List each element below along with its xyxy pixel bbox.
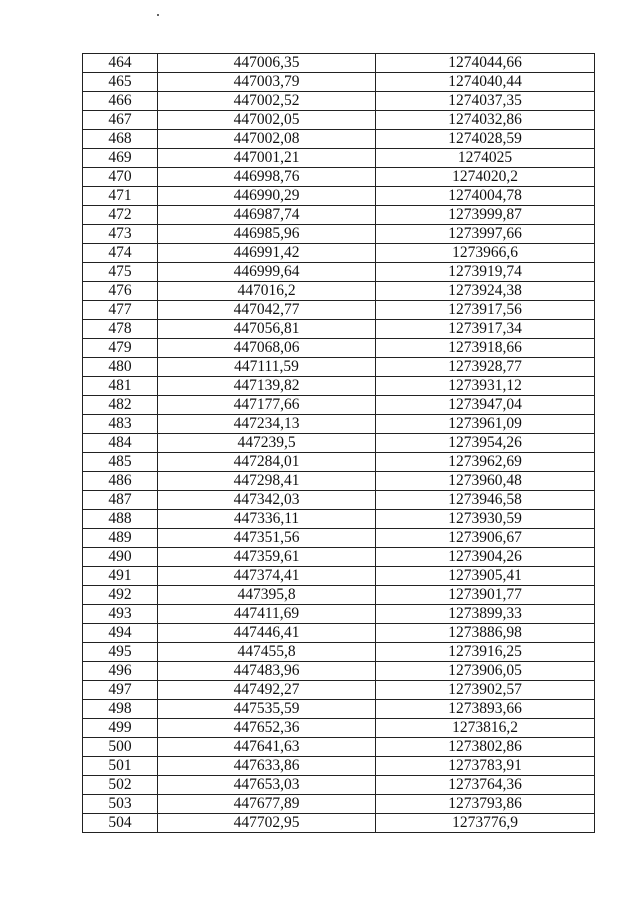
table-row [83,472,595,491]
y-coordinate-cell: 1273918,66 [376,339,595,358]
table-row [83,681,595,700]
x-coordinate-cell: 447002,08 [158,130,376,149]
table-row [83,510,595,529]
table-row [83,187,595,206]
table-row [83,168,595,187]
point-number-cell: 468 [83,130,158,149]
point-number-cell: 483 [83,415,158,434]
table-row [83,206,595,225]
x-coordinate-cell: 447336,11 [158,510,376,529]
table-row [83,776,595,795]
table-row [83,377,595,396]
table-row [83,719,595,738]
table-row [83,73,595,92]
table-row [83,339,595,358]
y-coordinate-cell: 1273793,86 [376,795,595,814]
y-coordinate-cell: 1273906,05 [376,662,595,681]
table-row [83,301,595,320]
table-row [83,757,595,776]
point-number-cell: 482 [83,396,158,415]
x-coordinate-cell: 446987,74 [158,206,376,225]
x-coordinate-cell: 447633,86 [158,757,376,776]
x-coordinate-cell: 447003,79 [158,73,376,92]
table-row [83,605,595,624]
x-coordinate-cell: 447016,2 [158,282,376,301]
point-number-cell: 473 [83,225,158,244]
table-row [83,453,595,472]
y-coordinate-cell: 1274025 [376,149,595,168]
y-coordinate-cell: 1273947,04 [376,396,595,415]
point-number-cell: 497 [83,681,158,700]
table-row [83,149,595,168]
table-row [83,738,595,757]
table-row [83,662,595,681]
y-coordinate-cell: 1273901,77 [376,586,595,605]
y-coordinate-cell: 1274020,2 [376,168,595,187]
table-row [83,491,595,510]
point-number-cell: 470 [83,168,158,187]
point-number-cell: 503 [83,795,158,814]
y-coordinate-cell: 1273961,09 [376,415,595,434]
table-row [83,586,595,605]
y-coordinate-cell: 1273904,26 [376,548,595,567]
x-coordinate-cell: 447284,01 [158,453,376,472]
y-coordinate-cell: 1274044,66 [376,54,595,73]
table-row [83,434,595,453]
x-coordinate-cell: 447702,95 [158,814,376,833]
y-coordinate-cell: 1273946,58 [376,491,595,510]
y-coordinate-cell: 1273916,25 [376,643,595,662]
y-coordinate-cell: 1273802,86 [376,738,595,757]
x-coordinate-cell: 447446,41 [158,624,376,643]
point-number-cell: 479 [83,339,158,358]
x-coordinate-cell: 447411,69 [158,605,376,624]
point-number-cell: 494 [83,624,158,643]
point-number-cell: 484 [83,434,158,453]
x-coordinate-cell: 447342,03 [158,491,376,510]
x-coordinate-cell: 447535,59 [158,700,376,719]
point-number-cell: 471 [83,187,158,206]
y-coordinate-cell: 1273930,59 [376,510,595,529]
table-row [83,529,595,548]
x-coordinate-cell: 447002,05 [158,111,376,130]
table-row [83,358,595,377]
table-row [83,643,595,662]
point-number-cell: 481 [83,377,158,396]
point-number-cell: 493 [83,605,158,624]
point-number-cell: 474 [83,244,158,263]
table-row [83,396,595,415]
y-coordinate-cell: 1274040,44 [376,73,595,92]
y-coordinate-cell: 1274037,35 [376,92,595,111]
y-coordinate-cell: 1273902,57 [376,681,595,700]
point-number-cell: 490 [83,548,158,567]
x-coordinate-cell: 447374,41 [158,567,376,586]
table-row [83,225,595,244]
y-coordinate-cell: 1273954,26 [376,434,595,453]
y-coordinate-cell: 1273917,34 [376,320,595,339]
table-row [83,700,595,719]
table-row [83,548,595,567]
point-number-cell: 477 [83,301,158,320]
x-coordinate-cell: 447298,41 [158,472,376,491]
y-coordinate-cell: 1273893,66 [376,700,595,719]
point-number-cell: 496 [83,662,158,681]
y-coordinate-cell: 1273905,41 [376,567,595,586]
point-number-cell: 464 [83,54,158,73]
table-row [83,111,595,130]
x-coordinate-cell: 447006,35 [158,54,376,73]
x-coordinate-cell: 446999,64 [158,263,376,282]
point-number-cell: 504 [83,814,158,833]
point-number-cell: 488 [83,510,158,529]
point-number-cell: 485 [83,453,158,472]
point-number-cell: 467 [83,111,158,130]
y-coordinate-cell: 1273917,56 [376,301,595,320]
x-coordinate-cell: 447395,8 [158,586,376,605]
y-coordinate-cell: 1273924,38 [376,282,595,301]
x-coordinate-cell: 446998,76 [158,168,376,187]
y-coordinate-cell: 1273962,69 [376,453,595,472]
x-coordinate-cell: 447002,52 [158,92,376,111]
y-coordinate-cell: 1273816,2 [376,719,595,738]
y-coordinate-cell: 1274028,59 [376,130,595,149]
point-number-cell: 492 [83,586,158,605]
y-coordinate-cell: 1273999,87 [376,206,595,225]
point-number-cell: 502 [83,776,158,795]
x-coordinate-cell: 447359,61 [158,548,376,567]
x-coordinate-cell: 447234,13 [158,415,376,434]
y-coordinate-cell: 1273919,74 [376,263,595,282]
table-row [83,415,595,434]
x-coordinate-cell: 447492,27 [158,681,376,700]
point-number-cell: 475 [83,263,158,282]
scan-speck [157,14,159,16]
y-coordinate-cell: 1273906,67 [376,529,595,548]
coordinates-table [82,53,595,833]
y-coordinate-cell: 1273783,91 [376,757,595,776]
table-row [83,814,595,833]
point-number-cell: 478 [83,320,158,339]
x-coordinate-cell: 446985,96 [158,225,376,244]
x-coordinate-cell: 447111,59 [158,358,376,377]
x-coordinate-cell: 447483,96 [158,662,376,681]
point-number-cell: 489 [83,529,158,548]
x-coordinate-cell: 447677,89 [158,795,376,814]
x-coordinate-cell: 447056,81 [158,320,376,339]
point-number-cell: 469 [83,149,158,168]
x-coordinate-cell: 447455,8 [158,643,376,662]
table-row [83,624,595,643]
table-row [83,92,595,111]
y-coordinate-cell: 1273960,48 [376,472,595,491]
point-number-cell: 498 [83,700,158,719]
x-coordinate-cell: 447001,21 [158,149,376,168]
y-coordinate-cell: 1273764,36 [376,776,595,795]
x-coordinate-cell: 446990,29 [158,187,376,206]
y-coordinate-cell: 1273966,6 [376,244,595,263]
x-coordinate-cell: 447042,77 [158,301,376,320]
x-coordinate-cell: 447653,03 [158,776,376,795]
point-number-cell: 480 [83,358,158,377]
point-number-cell: 491 [83,567,158,586]
point-number-cell: 501 [83,757,158,776]
x-coordinate-cell: 447641,63 [158,738,376,757]
y-coordinate-cell: 1273928,77 [376,358,595,377]
table-row [83,282,595,301]
table-row [83,320,595,339]
point-number-cell: 487 [83,491,158,510]
coordinates-table-body [83,54,595,833]
y-coordinate-cell: 1274032,86 [376,111,595,130]
table-row [83,54,595,73]
x-coordinate-cell: 447652,36 [158,719,376,738]
point-number-cell: 466 [83,92,158,111]
table-row [83,263,595,282]
table-row [83,130,595,149]
point-number-cell: 495 [83,643,158,662]
table-row [83,795,595,814]
table-row [83,567,595,586]
point-number-cell: 465 [83,73,158,92]
point-number-cell: 486 [83,472,158,491]
x-coordinate-cell: 447139,82 [158,377,376,396]
y-coordinate-cell: 1274004,78 [376,187,595,206]
x-coordinate-cell: 447351,56 [158,529,376,548]
x-coordinate-cell: 447239,5 [158,434,376,453]
x-coordinate-cell: 447177,66 [158,396,376,415]
x-coordinate-cell: 446991,42 [158,244,376,263]
y-coordinate-cell: 1273931,12 [376,377,595,396]
y-coordinate-cell: 1273997,66 [376,225,595,244]
x-coordinate-cell: 447068,06 [158,339,376,358]
table-row [83,244,595,263]
y-coordinate-cell: 1273886,98 [376,624,595,643]
y-coordinate-cell: 1273899,33 [376,605,595,624]
point-number-cell: 500 [83,738,158,757]
point-number-cell: 476 [83,282,158,301]
point-number-cell: 499 [83,719,158,738]
point-number-cell: 472 [83,206,158,225]
y-coordinate-cell: 1273776,9 [376,814,595,833]
